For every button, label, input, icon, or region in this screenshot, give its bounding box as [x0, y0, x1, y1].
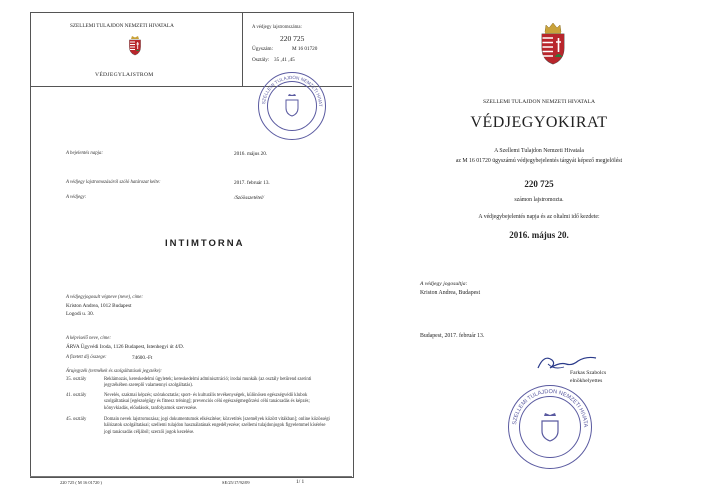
register-title: VÉDJEGYLAJSTROM — [95, 72, 154, 78]
office-stamp — [258, 72, 326, 140]
classes-label: Osztály: — [252, 57, 270, 63]
owner-line-1: Kriston Andrea, 1012 Budapest — [66, 303, 132, 309]
reg-number: 220 725 — [280, 34, 305, 43]
decision-date: 2017. február 13. — [234, 180, 270, 186]
certificate-page — [358, 0, 720, 496]
reg-number: 220 725 — [524, 179, 554, 189]
class-item-text: Nevelés, szakmai képzés; szórakoztatás; sport- és kulturális tevékenységek, különösen egészségvédő klubok szolgáltatásai [egészségügy és fitnesz tréning]; prevenciós célú egészségmegőrzési célú tanácsadás és képzés; könyvkiadás, előadások, tanfolyamok szervezése. — [104, 393, 310, 411]
class-item-cls: 45. osztály — [66, 417, 87, 422]
register-extract-page — [0, 0, 356, 496]
fee-value: 74600.-Ft — [132, 355, 153, 361]
owner-label: A védjegyjogosult végneve (neve), címe: — [66, 295, 144, 300]
certificate-title: VÉDJEGYOKIRAT — [470, 114, 608, 131]
representative-value: ÁRVA Ügyvédi Iroda, 1126 Budapest, Istenhegyi út 4/D. — [66, 344, 185, 350]
registered-text: számon lajstromozta. — [514, 197, 564, 203]
owner-line-2: Logodi u. 30. — [66, 311, 94, 317]
signer-title: elnökhelyettes — [570, 378, 603, 384]
stamp-text: SZELLEMI TULAJDON NEMZETI HIVATA — [512, 388, 589, 428]
filing-date: 2016. május 20. — [234, 151, 268, 157]
coat-of-arms-icon — [540, 20, 566, 66]
stamp-text: SZELLEMI TULAJDON NEMZETI HIVAT — [261, 74, 324, 107]
dates-line: A védjegybejelentés napja és az oltalmi idő kezdete: — [478, 214, 600, 220]
owner-label: A védjegy jogosultja: — [420, 281, 468, 287]
goods-label: Árujegyzék (termékek és szolgáltatások jegyzéke): — [66, 369, 162, 374]
office-name: SZELLEMI TULAJDON NEMZETI HIVATALA — [483, 99, 595, 105]
filing-date-label: A bejelentés napja: — [66, 151, 103, 156]
signer-name: Farkas Szabolcs — [570, 370, 607, 376]
representative-label: A képviselő neve, címe: — [66, 336, 111, 341]
class-item-cls: 35. osztály — [66, 377, 87, 382]
svg-text:SZELLEMI TULAJDON NEMZETI HIVA — [259, 73, 323, 107]
classes-value: 35 ,41 ,45 — [274, 57, 295, 63]
mark-type: /Szóösszetétel/ — [234, 195, 264, 201]
owner-value: Kriston Andrea, Budapest — [420, 290, 481, 296]
place-and-date: Budapest, 2017. február 13. — [420, 333, 485, 339]
office-stamp — [508, 385, 592, 469]
fee-label: A fizetett díj összege: — [66, 355, 107, 360]
file-number: M 16 01720 — [292, 46, 318, 52]
footer-page-number: 1/ 1 — [296, 479, 305, 485]
footer-doc-code: SE/25/17/92/09 — [222, 480, 250, 485]
class-item-cls: 41. osztály — [66, 393, 87, 398]
intro-line-2: az M 16 01720 ügyszámú védjegybejelentés tárgyát képező megjelölést — [455, 158, 623, 164]
footer-divider — [30, 476, 352, 477]
mark-label: A védjegy: — [66, 195, 87, 200]
class-item-text: Reklámozás, kereskedelmi ügyletek; kereskedelmi adminisztráció; irodai munkák (az osztály betűrend szerinti jegyzékében szereplő valamennyi szolgáltatás). — [104, 377, 312, 389]
coat-of-arms-icon — [128, 34, 142, 56]
reg-number-label: A védjegy lajstromszáma: — [252, 25, 302, 30]
file-number-label: Ügyszám: — [252, 46, 274, 52]
footer-file-ref: 220 725 ( M 16 01720 ) — [60, 480, 102, 485]
office-name: SZELLEMI TULAJDON NEMZETI HIVATALA — [70, 23, 174, 29]
intro-line-1: A Szellemi Tulajdon Nemzeti Hivatala — [494, 148, 584, 154]
class-item-text: Domain nevek lajstromozása; jogi dokumentumok elkészítése; közvetítés [személyek között vitákban]; online közösségi hálózatok szolgáltatásai; szellemi tulajdon használatának engedélyezése; szellemi tulajdonjogok figyelemmel kísérése jogi tanácsadás céljából; szerzői jogok kezelése. — [104, 417, 330, 435]
mark-text: INTIMTORNA — [165, 238, 245, 249]
decision-date-label: A védjegy lajstromozásáról szóló határozat kelte: — [66, 180, 161, 185]
filing-date: 2016. május 20. — [509, 230, 569, 240]
